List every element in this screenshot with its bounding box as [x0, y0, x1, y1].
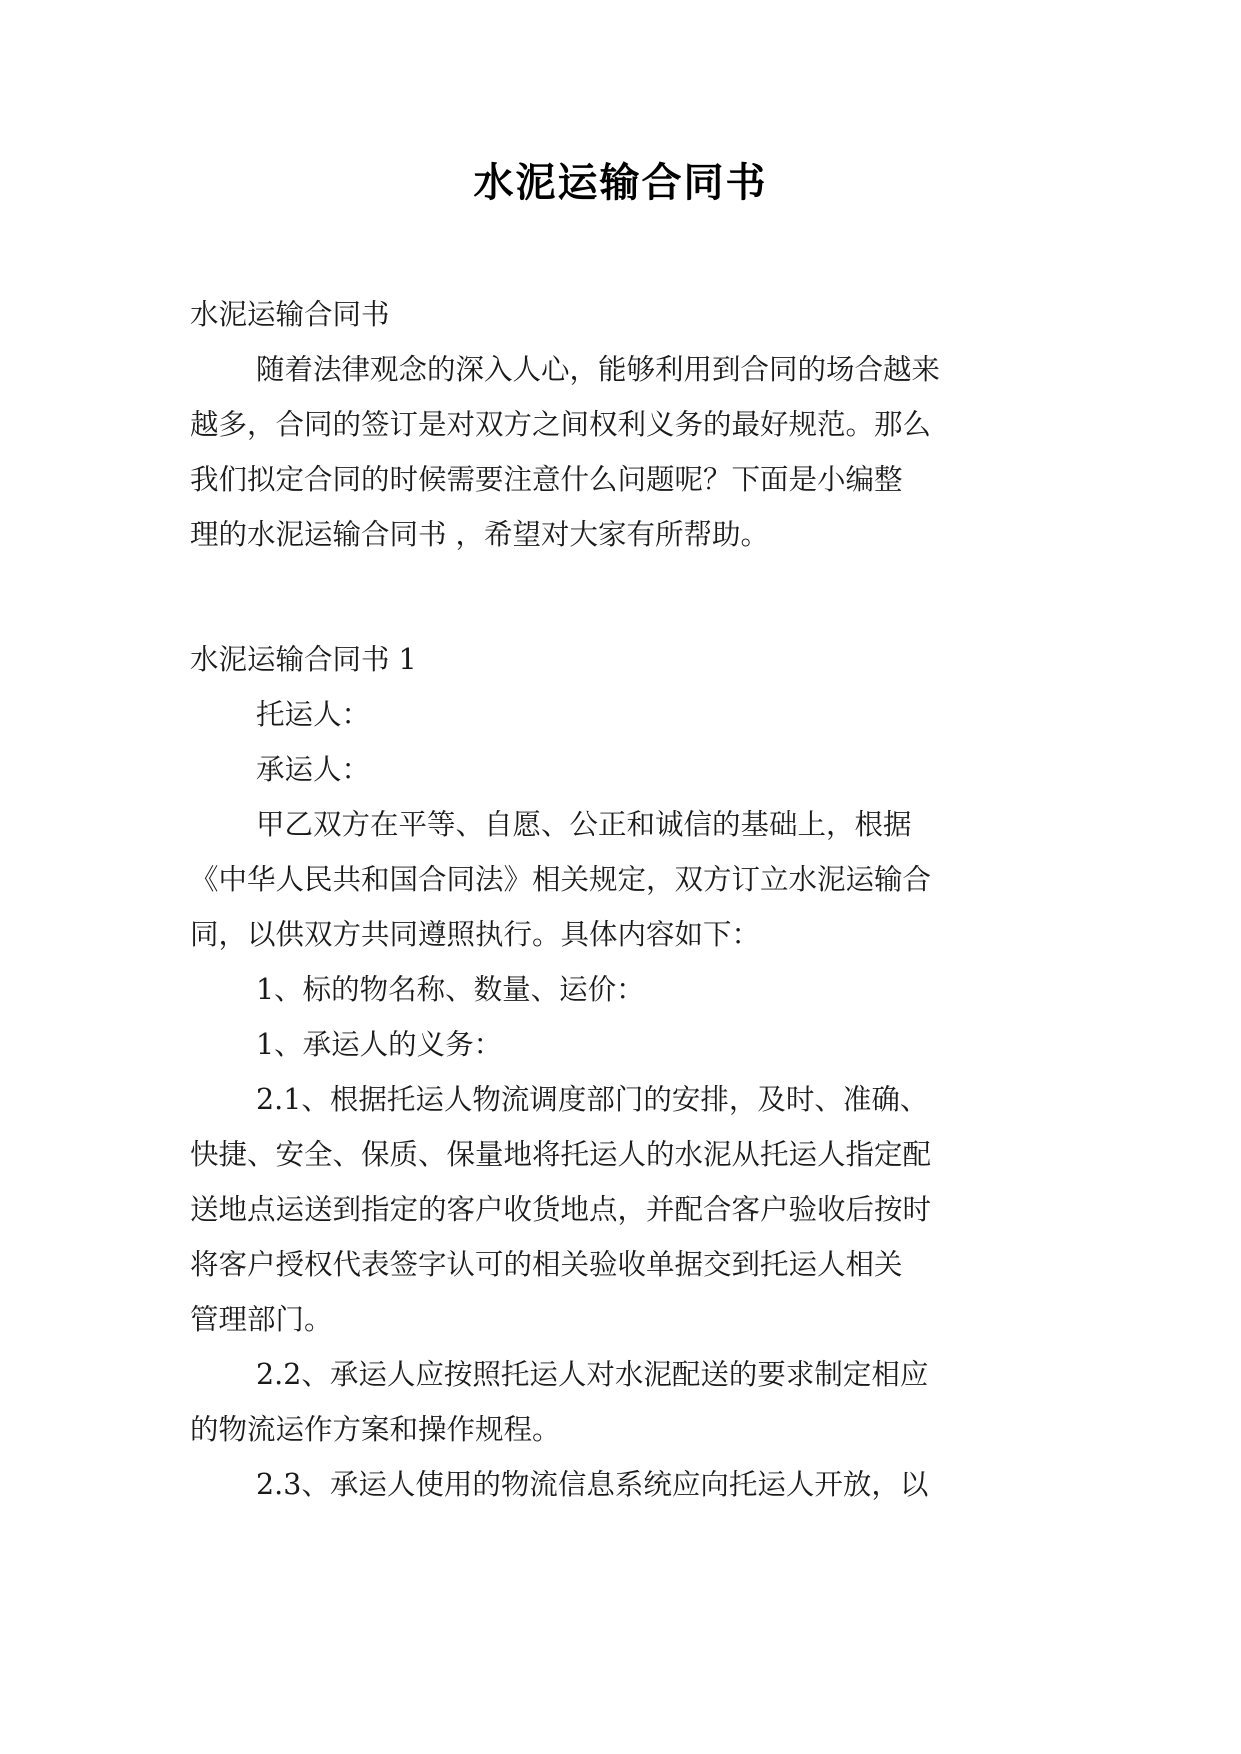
intro-line-1: 随着法律观念的深入人心，能够利用到合同的场合越来 [256, 353, 941, 386]
carrier-line: 承运人： [256, 753, 371, 786]
preamble-line-2: 《中华人民共和国合同法》相关规定，双方订立水泥运输合 [190, 863, 932, 896]
clause-2-3-line-1: 2.3、承运人使用的物流信息系统应向托运人开放，以 [256, 1468, 929, 1501]
section-heading: 水泥运输合同书 1 [190, 643, 417, 676]
intro-line-3: 我们拟定合同的时候需要注意什么问题呢？下面是小编整 [190, 463, 903, 496]
preamble-line-3: 同，以供双方共同遵照执行。具体内容如下： [190, 918, 761, 951]
consignor-line: 托运人： [256, 698, 371, 731]
clause-1-line: 1、标的物名称、数量、运价： [256, 973, 645, 1006]
clause-2-1-line-1: 2.1、根据托运人物流调度部门的安排，及时、准确、 [256, 1083, 929, 1116]
document-title: 水泥运输合同书 [473, 160, 768, 206]
clause-2-1-line-4: 将客户授权代表签字认可的相关验收单据交到托运人相关 [190, 1248, 903, 1281]
intro-line-4: 理的水泥运输合同书 ，希望对大家有所帮助。 [190, 518, 770, 551]
clause-2-2-line-2: 的物流运作方案和操作规程。 [190, 1413, 561, 1446]
clause-2-1-line-3: 送地点运送到指定的客户收货地点，并配合客户验收后按时 [190, 1193, 932, 1226]
clause-2-2-line-1: 2.2、承运人应按照托运人对水泥配送的要求制定相应 [256, 1358, 929, 1391]
clause-duties-line: 1、承运人的义务： [256, 1028, 503, 1061]
clause-2-1-line-5: 管理部门。 [190, 1303, 333, 1336]
clause-2-1-line-2: 快捷、安全、保质、保量地将托运人的水泥从托运人指定配 [190, 1138, 932, 1171]
subtitle-line: 水泥运输合同书 [190, 298, 390, 331]
intro-line-2: 越多，合同的签订是对双方之间权利义务的最好规范。那么 [190, 408, 932, 441]
preamble-line-1: 甲乙双方在平等、自愿、公正和诚信的基础上，根据 [256, 808, 912, 841]
